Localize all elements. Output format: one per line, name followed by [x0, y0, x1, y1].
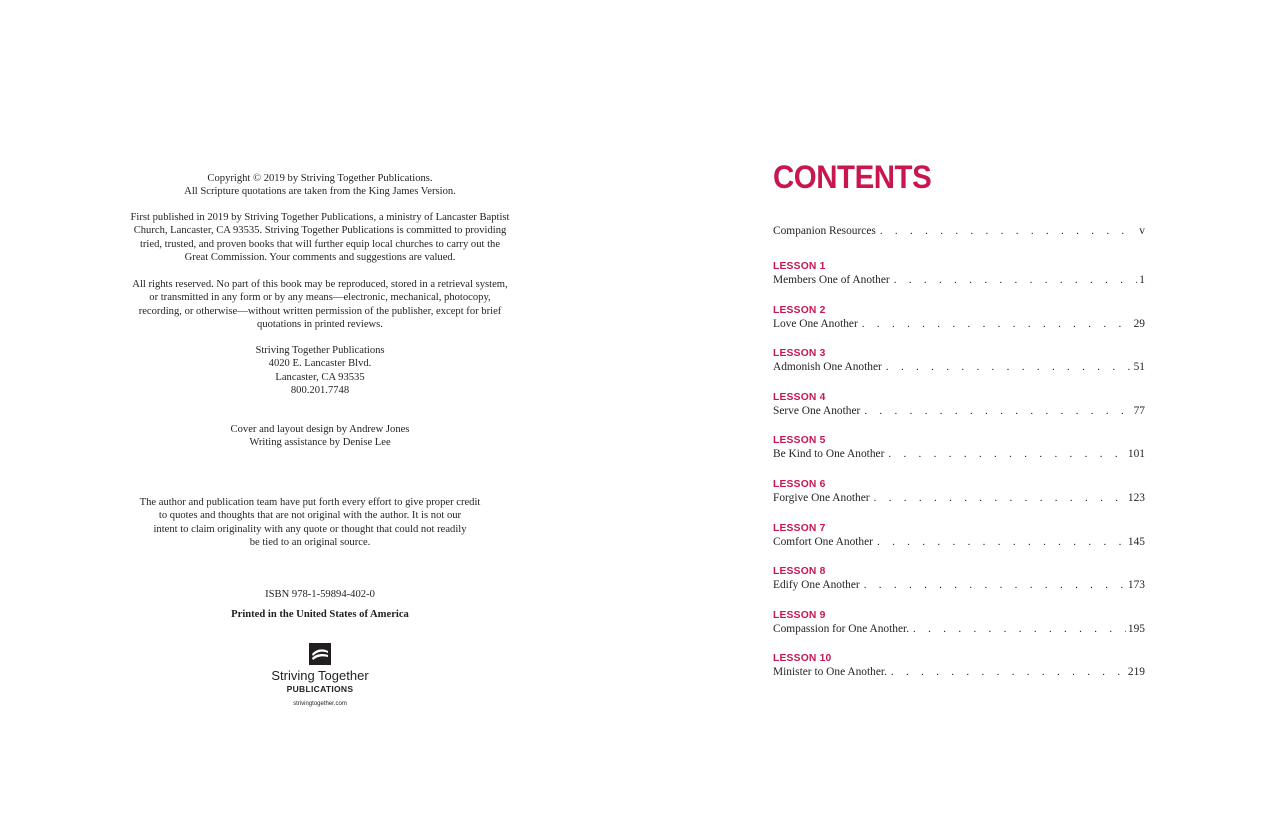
- toc-entry-page: 123: [1127, 492, 1145, 504]
- toc-entry-title: Forgive One Another: [773, 492, 870, 504]
- toc-entry-lesson-6[interactable]: [773, 478, 1145, 505]
- toc-entry-lesson-1[interactable]: [773, 260, 1145, 287]
- toc-entry-page: 145: [1127, 536, 1145, 548]
- toc-entry-title: Companion Resources: [773, 225, 876, 237]
- lesson-label: LESSON 9: [773, 610, 826, 621]
- toc-entry-lesson-10[interactable]: [773, 652, 1145, 679]
- isbn: ISBN 978-1-59894-402-0: [265, 589, 375, 600]
- dot-leader: [886, 360, 1132, 374]
- toc-entry-lesson-3[interactable]: [773, 347, 1145, 374]
- toc-entry-page: 29: [1133, 318, 1145, 330]
- dot-leader: [864, 404, 1131, 418]
- toc-entry-companion-resources[interactable]: [773, 224, 1145, 238]
- dot-leader: [891, 665, 1126, 679]
- copyright-notice: Copyright © 2019 by Striving Together Publications. All Scripture quotations are taken from the King James Version.: [184, 173, 456, 198]
- toc-entry-lesson-7[interactable]: [773, 522, 1145, 549]
- toc-entry-page: 219: [1127, 666, 1145, 678]
- publisher-logo-icon: [309, 643, 331, 665]
- dot-leader: [894, 273, 1138, 287]
- toc-entry-lesson-5[interactable]: [773, 434, 1145, 461]
- lesson-label: LESSON 4: [773, 392, 826, 403]
- printed-in: Printed in the United States of America: [231, 609, 409, 620]
- lesson-label: LESSON 1: [773, 261, 826, 272]
- lesson-label: LESSON 6: [773, 479, 826, 490]
- toc-entry-lesson-8[interactable]: [773, 565, 1145, 592]
- lesson-label: LESSON 8: [773, 566, 826, 577]
- lesson-label: LESSON 2: [773, 305, 826, 316]
- toc-entry-page: 173: [1127, 579, 1145, 591]
- toc-entry-title: Compassion for One Another.: [773, 623, 910, 635]
- lesson-label: LESSON 7: [773, 523, 826, 534]
- publisher-logo-name: Striving Together: [271, 668, 369, 683]
- toc-entry-page: 1: [1139, 274, 1145, 286]
- toc-entry-title: Be Kind to One Another: [773, 448, 885, 460]
- publisher-url: strivingtogether.com: [293, 701, 347, 707]
- lesson-label: LESSON 10: [773, 653, 832, 664]
- dot-leader: [888, 447, 1126, 461]
- toc-entry-lesson-2[interactable]: [773, 304, 1145, 331]
- contents-page: [773, 158, 1145, 678]
- toc-entry-title: Serve One Another: [773, 405, 861, 417]
- first-published-notice: First published in 2019 by Striving Together Publications, a ministry of Lancaster Baptist Church, Lancaster, CA 93535. Striving Together Publications is committed to providing tried, trusted, and proven books that will further equip local churches to carry out the Great Commission. Your comments and suggestions are valued.: [130, 212, 510, 263]
- toc-entry-lesson-9[interactable]: [773, 609, 1145, 636]
- lesson-label: LESSON 3: [773, 348, 826, 359]
- rights-reserved-notice: All rights reserved. No part of this book may be reproduced, stored in a retrieval system, or transmitted in any form or by any means—electronic, mechanical, photocopy, recording, or otherwise—without written permission of the publisher, except for brief quotations in printed reviews.: [132, 279, 508, 330]
- dot-leader: [880, 224, 1137, 238]
- lesson-label: LESSON 5: [773, 435, 826, 446]
- toc-entry-page: v: [1139, 225, 1145, 237]
- toc-entry-page: 101: [1127, 448, 1145, 460]
- publisher-address: Striving Together Publications 4020 E. Lancaster Blvd. Lancaster, CA 93535 800.201.7748: [255, 345, 385, 396]
- toc-entry-page: 77: [1133, 405, 1145, 417]
- toc-entry-title: Minister to One Another.: [773, 666, 887, 678]
- toc-entry-title: Members One of Another: [773, 274, 890, 286]
- toc-entry-title: Admonish One Another: [773, 361, 882, 373]
- dot-leader: [862, 317, 1132, 331]
- dot-leader: [913, 622, 1126, 636]
- toc-entry-page: 51: [1133, 361, 1145, 373]
- toc-entry-title: Love One Another: [773, 318, 858, 330]
- publisher-logo: [110, 643, 530, 707]
- dot-leader: [877, 535, 1126, 549]
- dot-leader: [864, 578, 1126, 592]
- toc-entry-title: Comfort One Another: [773, 536, 873, 548]
- toc-entry-title: Edify One Another: [773, 579, 860, 591]
- attribution-disclaimer: The author and publication team have put forth every effort to give proper credit to quotes and thoughts that are not original with the author. It is not our intent to claim originality with any quote or thought that could not readily be tied to an original source.: [139, 497, 481, 548]
- publisher-logo-subtitle: PUBLICATIONS: [286, 684, 354, 694]
- toc-entry-lesson-4[interactable]: [773, 391, 1145, 418]
- design-credits: Cover and layout design by Andrew Jones Writing assistance by Denise Lee: [230, 424, 410, 449]
- toc-entry-page: 195: [1127, 623, 1145, 635]
- contents-title: CONTENTS: [773, 159, 932, 195]
- dot-leader: [874, 491, 1126, 505]
